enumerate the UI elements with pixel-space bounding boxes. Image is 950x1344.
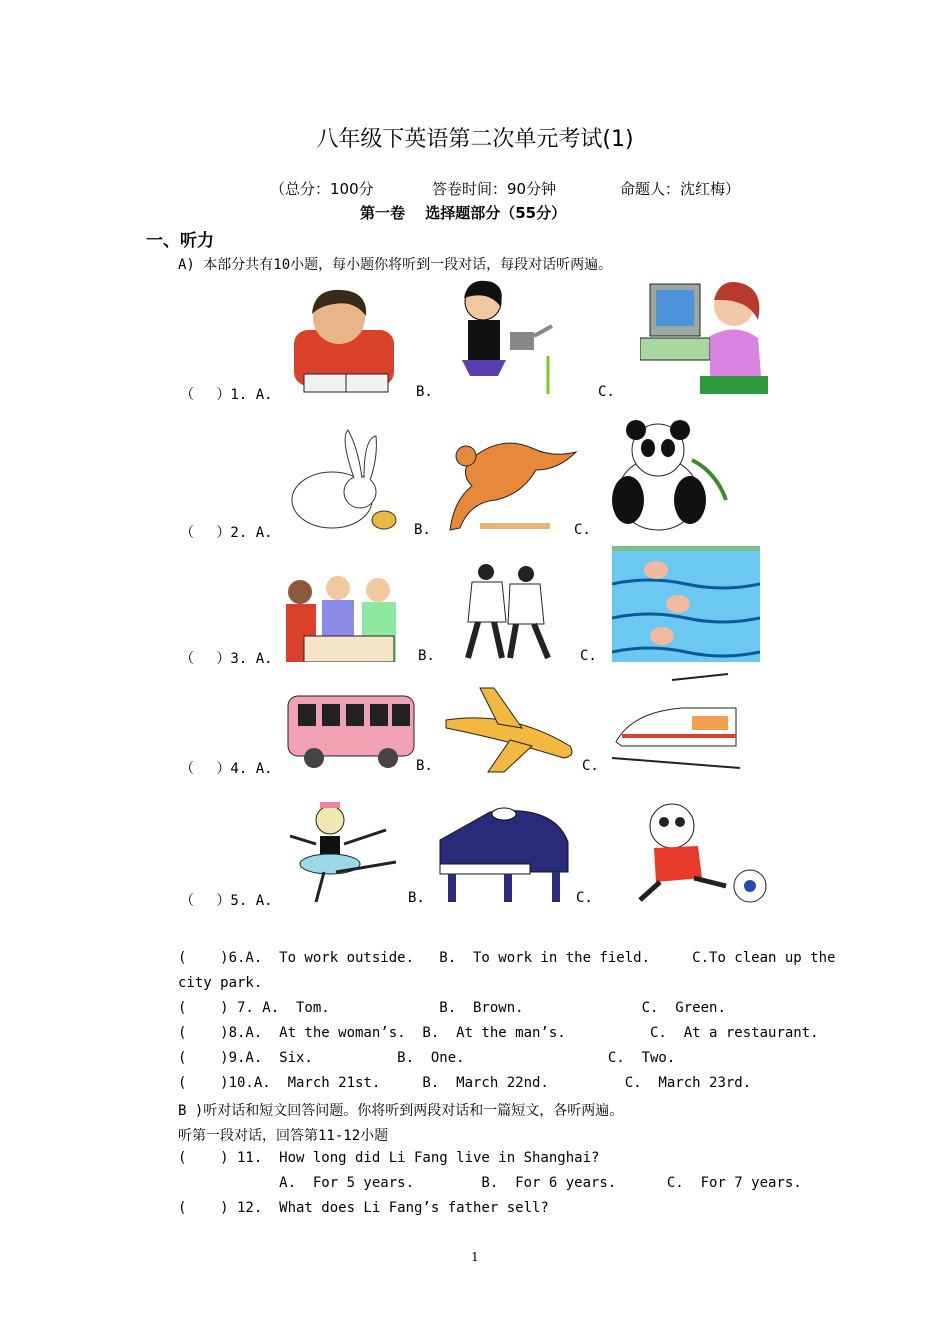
panda-icon — [606, 420, 730, 536]
q6-line-continued: city park. — [178, 975, 263, 991]
q11-options: A. For 5 years. B. For 6 years. C. For 7 years. — [178, 1175, 802, 1191]
girl-watering-icon — [448, 276, 558, 394]
total-score: （总分：100分 — [270, 180, 374, 198]
q8-line: ( )8.A. At the woman’s. B. At the man’s. C. At a restaurant. — [178, 1025, 819, 1041]
swimming-icon — [612, 546, 760, 662]
section-intro: A) 本部分共有10小题，每小题你将听到一段对话，每段对话听两遍。 — [178, 257, 613, 273]
q12-line: ( ) 12. What does Li Fang’s father sell? — [178, 1200, 549, 1216]
part-heading: 第一卷 选择题部分（55分） — [360, 204, 567, 222]
q1-option-c: C. — [598, 384, 615, 400]
section-b-intro: B )听对话和短文回答问题。你将听到两段对话和一篇短文，各听两遍。 — [178, 1103, 624, 1119]
page-title: 八年级下英语第二次单元考试(1) — [316, 127, 634, 152]
rabbit-icon — [284, 428, 408, 532]
q7-line: ( ) 7. A. Tom. B. Brown. C. Green. — [178, 1000, 726, 1016]
woman-computer-icon — [640, 276, 768, 396]
q3-option-b: B. — [418, 648, 435, 664]
q4-label: （ ）4. A. — [180, 761, 273, 777]
listen-first-dialogue: 听第一段对话，回答第11-12小题 — [178, 1128, 389, 1144]
q5-label: （ ）5. A. — [180, 893, 273, 909]
bus-icon — [284, 690, 418, 772]
q9-line: ( )9.A. Six. B. One. C. Two. — [178, 1050, 676, 1066]
q3-label: （ ）3. A. — [180, 651, 273, 667]
q11-line: ( ) 11. How long did Li Fang live in Shanghai? — [178, 1150, 600, 1166]
train-icon — [612, 672, 742, 772]
q6-line: ( )6.A. To work outside. B. To work in the field. C.To clean up the — [178, 950, 836, 966]
kangaroo-icon — [440, 430, 578, 536]
boy-soccer-icon — [610, 796, 772, 904]
judo-icon — [448, 562, 566, 662]
q5-option-b: B. — [408, 890, 425, 906]
q2-option-b: B. — [414, 522, 431, 538]
q2-label: （ ）2. A. — [180, 525, 273, 541]
piano-icon — [434, 802, 574, 906]
ballet-dancer-icon — [286, 800, 402, 904]
q10-line: ( )10.A. March 21st. B. March 22nd. C. March 23rd. — [178, 1075, 752, 1091]
q5-option-c: C. — [576, 890, 593, 906]
q1-option-b: B. — [416, 384, 433, 400]
airplane-icon — [440, 684, 578, 774]
page-number: 1 — [471, 1250, 479, 1264]
q1-label: （ ）1. A. — [180, 387, 273, 403]
section-heading: 一、听力 — [146, 231, 214, 251]
exam-author: 命题人：沈红梅） — [620, 180, 741, 198]
boy-reading-icon — [284, 282, 404, 396]
q4-option-b: B. — [416, 758, 433, 774]
exam-time: 答卷时间：90分钟 — [432, 180, 557, 198]
q3-option-c: C. — [580, 648, 597, 664]
q4-option-c: C. — [582, 758, 599, 774]
people-talking-icon — [284, 572, 402, 662]
q2-option-c: C. — [574, 522, 591, 538]
